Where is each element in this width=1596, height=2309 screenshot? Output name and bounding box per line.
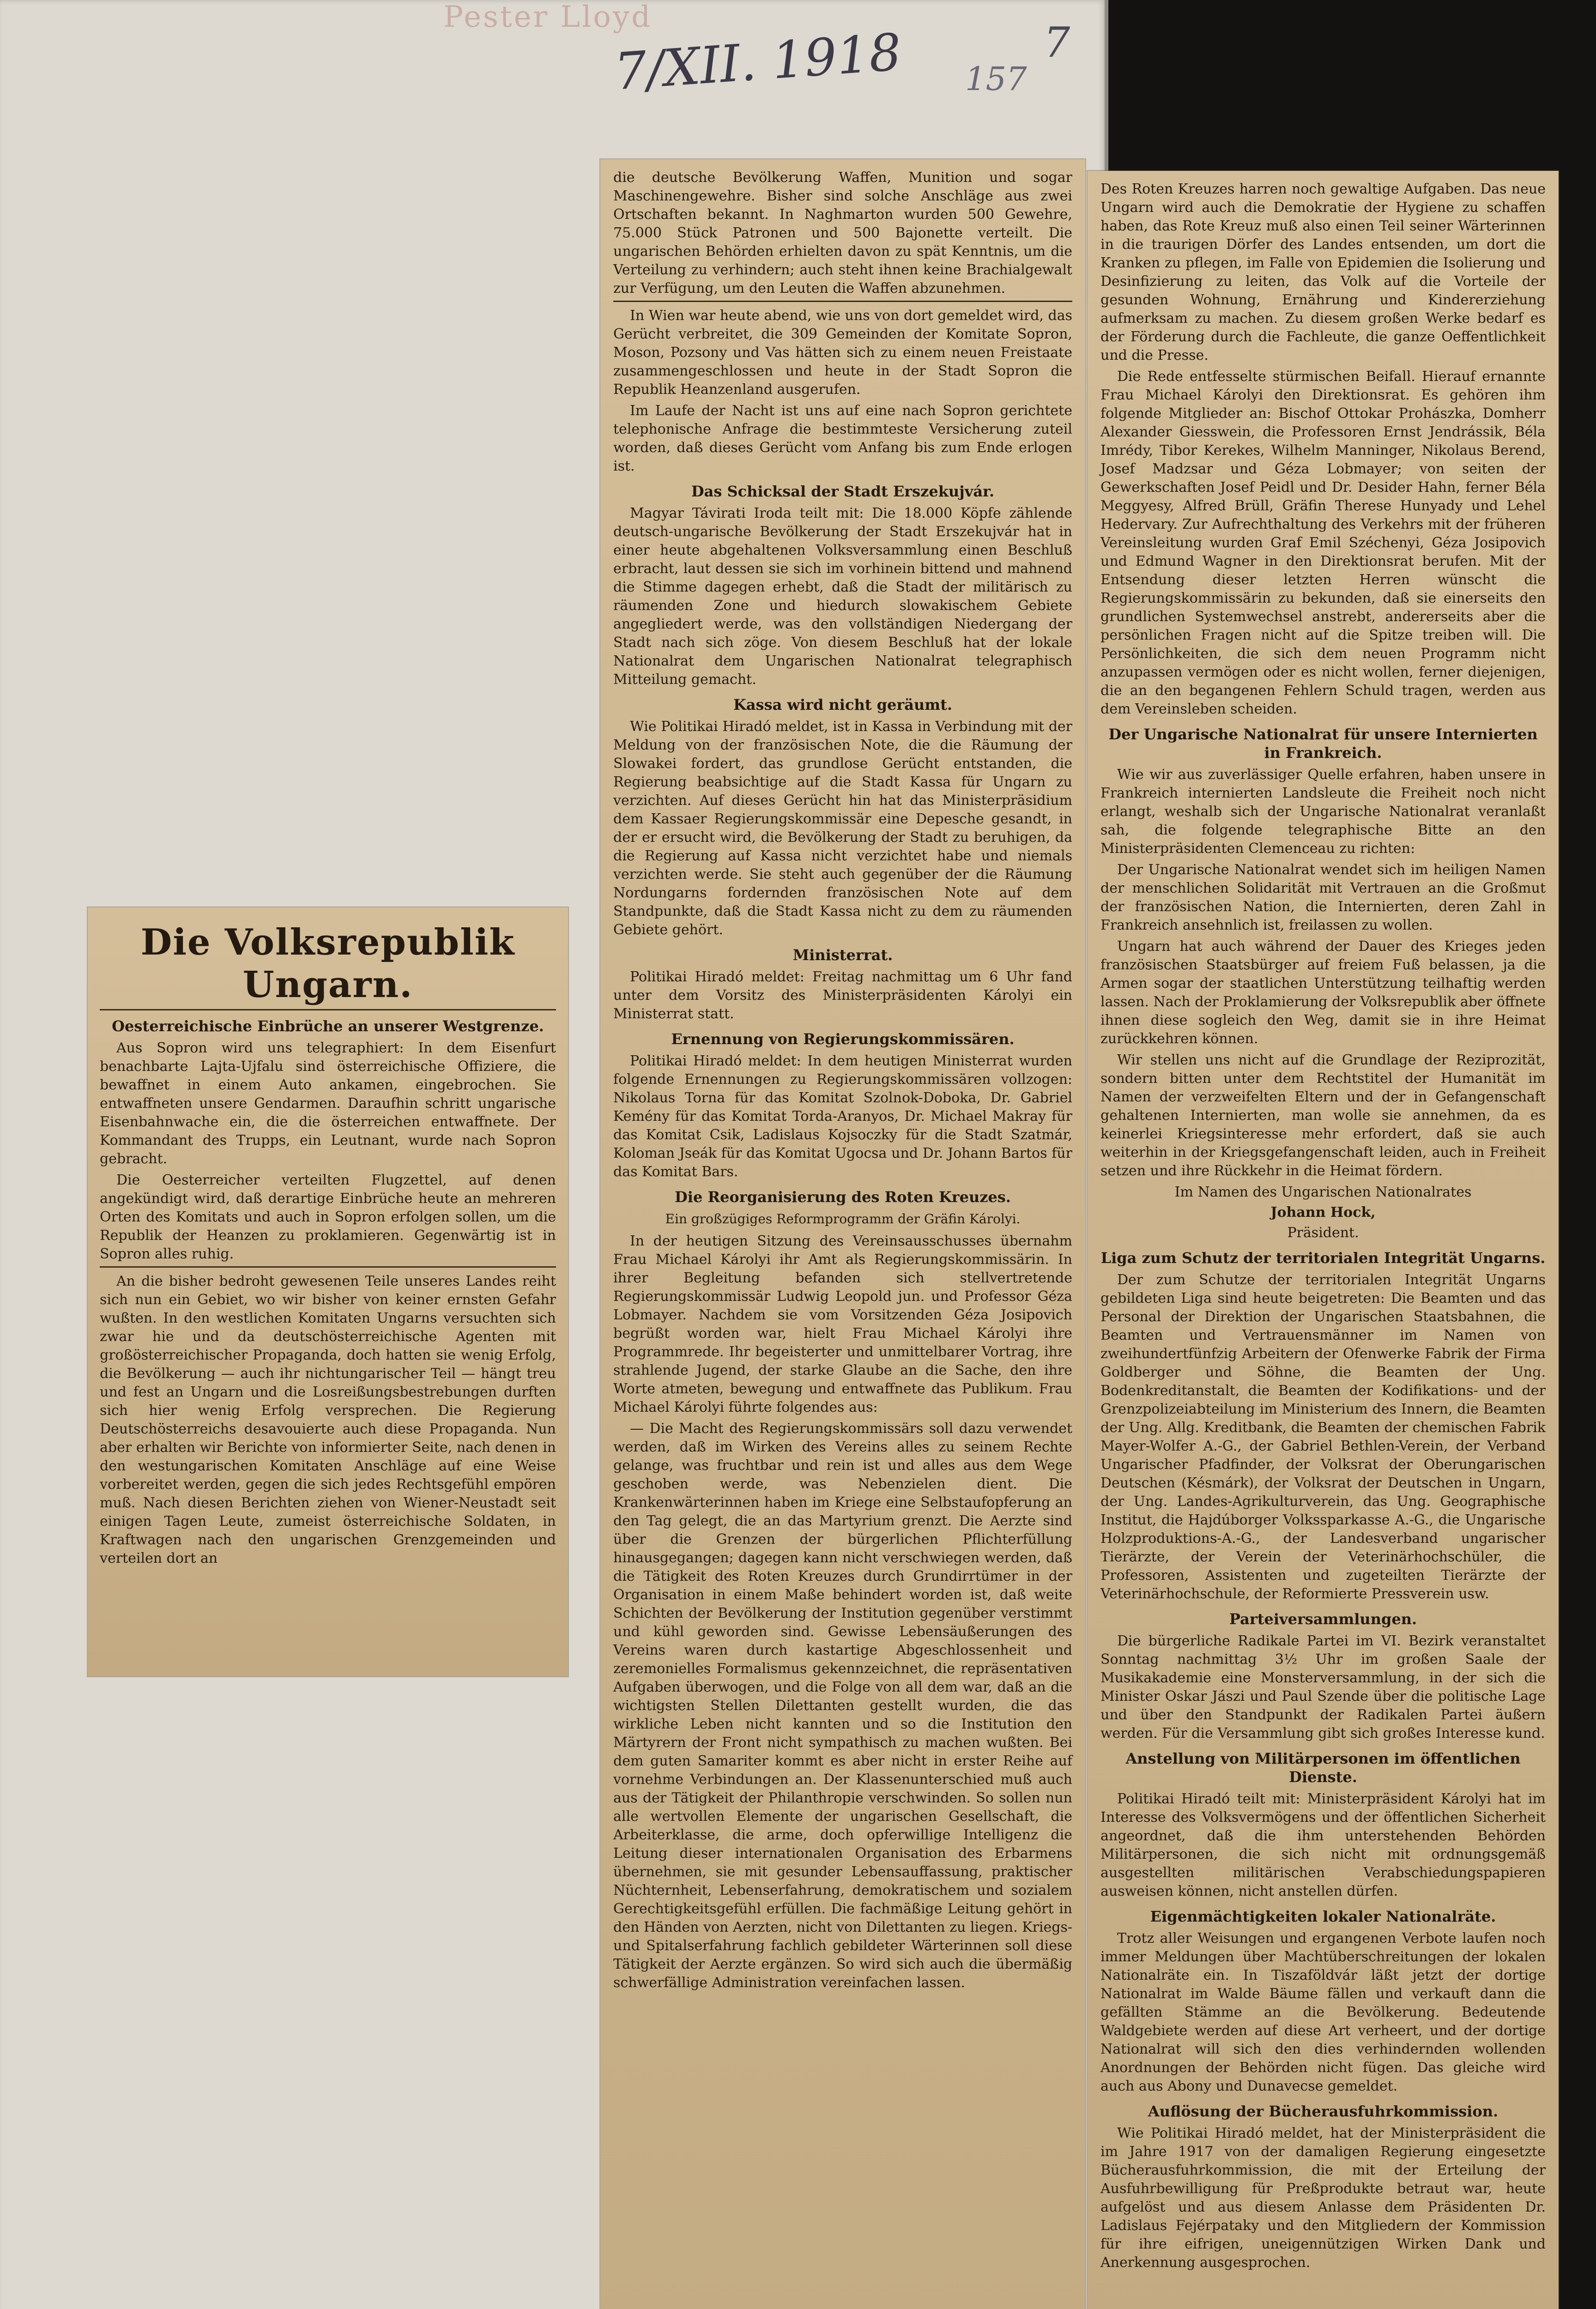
paragraph: Die Rede entfesselte stürmischen Beifall. Hierauf ernannte Frau Michael Károlyi den Direktionsrat. Es gehören ihm folgende Mitglieder an: Bischof Ottokar Prohászka, Domherr Alexander Giesswein, die Professoren Ernst Jendrássik, Béla Imrédy, Tibor Kerekes, Wilhelm Manninger, Nikolaus Berend, Josef Madzsar und Géza Lobmayer; von seiten der Gewerkschaften Josef Peidl und Dr. Desider Hahn, ferner Béla Meggyesy, Alfred Brüll, Gräfin Therese Hunyady und Lehel Hedervary. Zur Aufrechthaltung des Verkehrs mit der früheren Vereinsleitung wurden Graf Emil Széchenyi, Géza Josipovich und Edmund Wagner in den Direktionsrat berufen. Mit der Entsendung dieser letzten Herren wünscht die Regierungskommissärin zu bekunden, daß sie einerseits den grundlichen Systemwechsel anstrebt, andererseits aber die persönlichen Fragen nicht auf die Spitze treiben will. Die Persönlichkeiten, die sich dem neuen Programm nicht anzupassen vermögen oder es nicht wollen, ferner diejenigen, die an den begangenen Fehlern Schuld tragen, werden aus dem Vereinsleben scheiden. (1100, 369, 1546, 717)
section-heading-erszekujvar: Das Schicksal der Stadt Erszekujvár. (691, 483, 995, 500)
section-heading-partei: Parteiversammlungen. (1229, 1610, 1417, 1628)
paragraph: Des Roten Kreuzes harren noch gewaltige Aufgaben. Das neue Ungarn wird auch die Demokratie der Hygiene zu schaffen haben, das Rote Kreuz muß also einen Teil seiner Wärterinnen in die traurigen Dörfer des Landes entsenden, um dort die Kranken zu pflegen, im Falle von Epidemien die Isolierung und Desinfizierung zu leiten, das Volk auf die Vorteile der gesunden Wohnung, Ernährung und Kindererziehung aufmerksam zu machen. Zu diesem großen Werke bedarf es der Förderung durch die Fachleute, die ganze Oeffentlichkeit und die Presse. (1100, 181, 1546, 363)
paragraph: Der zum Schutze der territorialen Integrität Ungarns gebildeten Liga sind heute beigetreten: Die Beamten und das Personal der Direktion der Ungarischen Staatsbahnen, die Beamten und Vertrauensmänner im Namen von zweihundertfünfzig Arbeitern der Ofenwerke Fabrik der Firma Goldberger und Söhne, die Beamten der Ung. Bodenkreditanstalt, die Beamten der Kodifikations- und der Grenzpolizeiabteilung im Ministerium des Innern, die Beamten der Ung. Allg. Kreditbank, die Beamten der chemischen Fabrik Mayer-Wolfer A.-G., der Gabriel Bethlen-Verein, der Verband Ungarischer Pfadfinder, der Volksrat der Oberungarischen Deutschen (Késmárk), der Volksrat der Deutschen in Ungarn, der Ung. Landes-Agrikulturverein, das Ung. Geographische Institut, die Hajdúborger Volkssparkasse A.-G., die Ungarische Holzproduktions-A.-G., der Landesverband ungarischer Tierärzte, der Verein der Veterinärhochschüler, die Professoren, Assistenten und zugeteilten Tierärzte der Veterinärhochschule, der Reformierte Pressverein usw. (1100, 1272, 1546, 1602)
paragraph: Wie wir aus zuverlässiger Quelle erfahren, haben unsere in Frankreich internierten Landsleute die Freiheit noch nicht erlangt, weshalb sich der Ungarische Nationalrat veranlaßt sah, die folgende telegraphische Bitte an den Ministerpräsidenten Clemenceau zu richten: (1100, 767, 1546, 857)
masthead-rule (100, 1009, 556, 1010)
handwritten-corner-mark: 7 (1044, 18, 1070, 67)
paragraph: — Die Macht des Regierungskommissärs soll dazu verwendet werden, daß im Wirken des Vereins alles zu seinem Rechte gelange, was fruchtbar und rein ist und alles aus dem Wege geschoben werde, was Nebenzielen dient. Die Krankenwärterinnen haben im Kriege eine Selbstaufopferung an den Tag gelegt, die an das Martyrium grenzt. Die Aerzte sind über die Grenzen der bürgerlichen Pflichterfüllung hinausgegangen; dagegen kann nicht verschwiegen werden, daß die Tätigkeit des Roten Kreuzes durch Grundirrtümer in der Organisation in einem Maße behindert worden ist, daß weite Schichten der Bevölkerung der Institution gegenüber verstimmt und kühl geworden sind. Gewisse Lebensäußerungen des Vereins waren durch kastartige Abgeschlossenheit und zeremonielles Formalismus gekennzeichnet, die repräsentativen Aufgaben überwogen, und die Folge von all dem war, daß an die wichtigsten Stellen Dilettanten gestellt wurden, die das wirkliche Leben nicht kannten und so die Institution den Märtyrern der Front nicht sympathisch zu machen wußten. Bei dem guten Samariter kommt es aber nicht in erster Reihe auf vornehme Verbindungen an. Der Klassenunterschied muß auch aus der Tätigkeit der Philanthropie verschwinden. So sollen nun alle wertvollen Elemente der ungarischen Gesellschaft, die Arbeiterklasse, die arme, doch opferwillige Intelligenz die Leitung dieser internationalen Organisation des Erbarmens übernehmen, sie mit gesunder Lebensauffassung, praktischer Nüchternheit, Lebenserfahrung, demokratischem und sozialem Gerechtigkeitsgefühl erfüllen. Die fachmäßige Leitung gehört in den Händen von Aerzten, nicht von Dilettanten zu liegen. Kriegs- und Spitalserfahrung fachlich gebildeter Wärterinnen soll diese Tätigkeit der Aerzte ergänzen. So wird sich auch die übermäßig schwerfällige Administration vereinfachen lassen. (613, 1420, 1072, 1991)
paragraph: Trotz aller Weisungen und ergangenen Verbote laufen noch immer Meldungen über Machtüberschreitungen der lokalen Nationalräte ein. In Tiszaföldvár läßt jetzt der dortige Nationalrat im Walde Bäume fällen und verkauft dann die gefällten Stämme an die Bevölkerung. Bedeutende Waldgebiete werden auf diese Art verheert, und der dortige Nationalrat will sich den dies verhindernden wollenden Anordnungen der Behörden nicht fügen. Das gleiche wird auch aus Abony und Dunavecse gemeldet. (1100, 1930, 1546, 2094)
signature-name: Johann Hock, (1270, 1204, 1376, 1221)
paragraph: Der Ungarische Nationalrat wendet sich im heiligen Namen der menschlichen Solidarität mit Vertrauen an die Großmut der französischen Nation, die Internierten, deren Zahl in Frankreich ansehnlich ist, freilassen zu wollen. (1100, 862, 1546, 933)
left-column (100, 921, 556, 1568)
pester-lloyd-stamp: Pester Lloyd (443, 0, 653, 34)
section-rule (100, 1266, 556, 1268)
paragraph: Wir stellen uns nicht auf die Grundlage der Reziprozität, sondern bitten unter dem Rechtstitel der Humanität im Namen der verzweifelten Eltern und der in Gefangenschaft gehaltenen Internierten, man wolle sie annehmen, da es keinerlei Kriegsinteresse mehr erfordert, daß sie auch weiterhin in der Kriegsgefangenschaft leiden, auch in Freiheit setzen und ihre Rückkehr in die Heimat fördern. (1100, 1052, 1546, 1179)
clipping-left (88, 907, 568, 1676)
paragraph: Wie Politikai Hiradó meldet, hat der Ministerpräsident die im Jahre 1917 von der damaligen Regierung eingesetzte Bücherausfuhrkommission, die mit der Erteilung der Ausfuhrbewilligung für Preßprodukte betraut war, heute aufgelöst und aus diesem Anlasse dem Präsidenten Dr. Ladislaus Fejérpataky und den Mitgliedern der Kommission für ihre eifrigen, uneigennützigen Wirken Dank und Anerkennung ausgesprochen. (1100, 2125, 1546, 2271)
subheading-reformprogramm: Ein großzügiges Reformprogramm der Gräfin Károlyi. (665, 1211, 1021, 1227)
paragraph: Ungarn hat auch während der Dauer des Krieges jeden französischen Staatsbürger auf freiem Fuß belassen, ja die Armen sogar der staatlichen Unterstützung teilhaftig werden lassen. Nach der Proklamierung der Volksrepublik aber öffnete ihnen diese sogleich den Weg, damit sie in ihre Heimat zurückkehren können. (1100, 938, 1546, 1047)
paragraph: Aus Sopron wird uns telegraphiert: In dem Eisenfurt benachbarte Lajta-Ujfalu sind österreichische Offiziere, die bewaffnet in einem Auto ankamen, eingebrochen. Sie entwaffneten unsere Gendarmen. Daraufhin schritt ungarische Eisenbahnwache ein, die die österreichen entwaffnete. Der Kommandant des Trupps, ein Leutnant, wurde nach Sopron gebracht. (100, 1040, 556, 1167)
paragraph: Die Oesterreicher verteilten Flugzettel, auf denen angekündigt wird, daß derartige Einbrüche heute an mehreren Orten des Komitats und auch in Sopron erfolgen sollen, um die Republik der Heanzen zu proklamieren. Gegenwärtig ist in Sopron alles ruhig. (100, 1172, 556, 1262)
masthead-title: Die Volksrepublik Ungarn. (140, 921, 515, 1006)
section-heading-liga: Liga zum Schutz der territorialen Integrität Ungarns. (1100, 1249, 1546, 1267)
section-rule (613, 301, 1072, 302)
paragraph: An die bisher bedroht gewesenen Teile unseres Landes reiht sich nun ein Gebiet, wo wir bisher von keiner ernsten Gefahr wußten. In den westlichen Komitaten Ungarns versuchten sich zwar hie und da deutschösterreichische Agenten mit großösterreichischer Propaganda, doch hatten sie wenig Erfolg, die Bevölkerung — auch ihr nichtungarischer Teil — hängt treu und fest an Ungarn und die Losreißungsbestrebungen durften sich hier wenig Erfolg versprechen. Die Regierung Deutschösterreichs desavouierte auch diese Propaganda. Nun aber erhalten wir Berichte von informierter Seite, nach denen in den westungarischen Komitaten Anschläge auf eine Weise vorbereitet werden, gegen die sich jedes Rechtsgefühl empören muß. Nach diesen Berichten ziehen von Wiener-Neustadt seit einigen Tagen Leute, zumeist österreichische Soldaten, in Kraftwagen nach den ungarischen Grenzgemeinden und verteilen dort an (100, 1273, 556, 1566)
paragraph: In Wien war heute abend, wie uns von dort gemeldet wird, das Gerücht verbreitet, die 309 Gemeinden der Komitate Sopron, Moson, Pozsony und Vas hätten sich zu einem neuen Freistaate zusammengeschlossen und heute in der Stadt Sopron die Republik Heanzenland ausgerufen. (613, 308, 1072, 398)
paragraph: Politikai Hiradó meldet: Freitag nachmittag um 6 Uhr fand unter dem Vorsitz des Ministerpräsidenten Károlyi ein Ministerrat statt. (613, 969, 1072, 1022)
paragraph: Wie Politikai Hiradó meldet, ist in Kassa in Verbindung mit der Meldung von der französischen Note, die die Räumung der Slowakei fordert, das grundlose Gerücht entstanden, die Regierung beabsichtige auf die Stadt Kassa für Ungarn zu verzichten. Auf dieses Gerücht hin hat das Ministerpräsidium dem Kassaer Regierungskommissär eine Depesche gesandt, in der er ersucht wird, die Bevölkerung der Stadt zu beruhigen, da die Regierung auf Kassa nicht verzichtet habe und niemals verzichten werde. Sie steht auch gegenüber der die Räumung Nordungarns fordernden französischen Note auf dem Standpunkte, daß die Stadt Kassa nicht zu dem zu räumenden Gebiete gehört. (613, 719, 1072, 938)
signature-title: Präsident. (1287, 1225, 1359, 1241)
paragraph: Im Laufe der Nacht ist uns auf eine nach Sopron gerichtete telephonische Anfrage die bestimmteste Versicherung zuteil worden, daß dieses Gerücht vom Anfang bis zum Ende erlogen ist. (613, 403, 1072, 474)
handwritten-date: 7/XII. 1918 (612, 22, 903, 102)
section-heading-nationalrat: Der Ungarische Nationalrat für unsere Internierten in Frankreich. (1108, 725, 1538, 762)
section-heading-buecherausfuhr: Auflösung der Bücherausfuhrkommission. (1148, 2103, 1499, 2120)
section-heading-kassa: Kassa wird nicht geräumt. (733, 696, 952, 713)
section-heading-eigenmaechtigkeiten: Eigenmächtigkeiten lokaler Nationalräte. (1150, 1908, 1496, 1925)
section-heading-ministerrat: Ministerrat. (792, 946, 893, 964)
right-column (1100, 180, 1546, 2272)
signature-line: Im Namen des Ungarischen Nationalrates (1174, 1184, 1472, 1200)
middle-column (613, 169, 1072, 1992)
section-heading-westgrenze: Oesterreichische Einbrüche an unserer Westgrenze. (112, 1017, 544, 1035)
clipping-middle (600, 159, 1085, 2309)
section-heading-militaer: Anstellung von Militärpersonen im öffentlichen Dienste. (1125, 1750, 1521, 1786)
clipping-right (1088, 171, 1559, 2309)
paragraph: Politikai Hiradó meldet: In dem heutigen Ministerrat wurden folgende Ernennungen zu Regierungskommissären vollzogen: Nikolaus Torna für das Komitat Szolnok-Doboka, Dr. Gabriel Kemény für das Komitat Torda-Aranyos, Dr. Michael Makray für das Komitat Csik, Ladislaus Kojsoczky für die Stadt Szatmár, Koloman Jseák für das Komitat Ugocsa und Dr. Johann Bartos für das Komitat Bars. (613, 1053, 1072, 1180)
handwritten-page-number: 157 (965, 60, 1027, 98)
paragraph: Die bürgerliche Radikale Partei im VI. Bezirk veranstaltet Sonntag nachmittag 3½ Uhr im großen Saale der Musikakademie eine Monsterversammlung, in der sich die Minister Oskar Jászi und Paul Szende über die politische Lage und über den Standpunkt der Radikalen Partei äußern werden. Für die Versammlung gibt sich großes Interesse kund. (1100, 1633, 1546, 1741)
paragraph: die deutsche Bevölkerung Waffen, Munition und sogar Maschinengewehre. Bisher sind solche Anschläge aus zwei Ortschaften bekannt. In Naghmarton wurden 500 Gewehre, 75.000 Stück Patronen und 500 Bajonette verteilt. Die ungarischen Behörden erhielten davon zu spät Kenntnis, um die Verteilung zu verhindern; auch steht ihnen keine Brachialgewalt zur Verfügung, um den Leuten die Waffen abzunehmen. (613, 169, 1072, 296)
paragraph: Magyar Távirati Iroda teilt mit: Die 18.000 Köpfe zählende deutsch-ungarische Bevölkerung der Stadt Erszekujvár hat in einer heute abgehaltenen Volksversammlung einen Beschluß erbracht, laut dessen sie sich im vorhinein bittend und mahnend die Stimme dagegen erhebt, daß die Stadt der militärisch zu räumenden Zone und hiedurch slowakischem Gebiete angegliedert werde, was den vollständigen Niedergang der Stadt nach sich zöge. Von diesem Beschluß hat der lokale Nationalrat dem Ungarischen Nationalrat telegraphisch Mitteilung gemacht. (613, 505, 1072, 688)
paragraph: In der heutigen Sitzung des Vereinsausschusses übernahm Frau Michael Károlyi ihr Amt als Regierungskommissärin. In ihrer Begleitung befanden sich stellvertretende Regierungskommissär Ludwig Leopold jun. und Professor Géza Lobmayer. Nachdem sie vom Vorsitzenden Géza Josipovich begrüßt worden war, hielt Frau Michael Károlyi ihre Programmrede. Ihr begeisterter und unmittelbarer Vortrag, ihre strahlende Jugend, der starke Glaube an die Sache, den ihre Worte atmeten, bewegung und entwaffnete das Publikum. Frau Michael Károlyi führte folgendes aus: (613, 1233, 1072, 1415)
section-heading-roten-kreuz: Die Reorganisierung des Roten Kreuzes. (675, 1188, 1011, 1206)
section-heading-ernennung: Ernennung von Regierungskommissären. (671, 1030, 1015, 1048)
paragraph: Politikai Hiradó teilt mit: Ministerpräsident Károlyi hat im Interesse des Volksvermögens und der öffentlichen Sicherheit angeordnet, daß die ihm unterstehenden Behörden Militärpersonen, die sich nicht mit ordnungsgemäß ausgestellten militärischen Verabschiedungspapieren ausweisen können, nicht anstellen dürfen. (1100, 1791, 1546, 1899)
